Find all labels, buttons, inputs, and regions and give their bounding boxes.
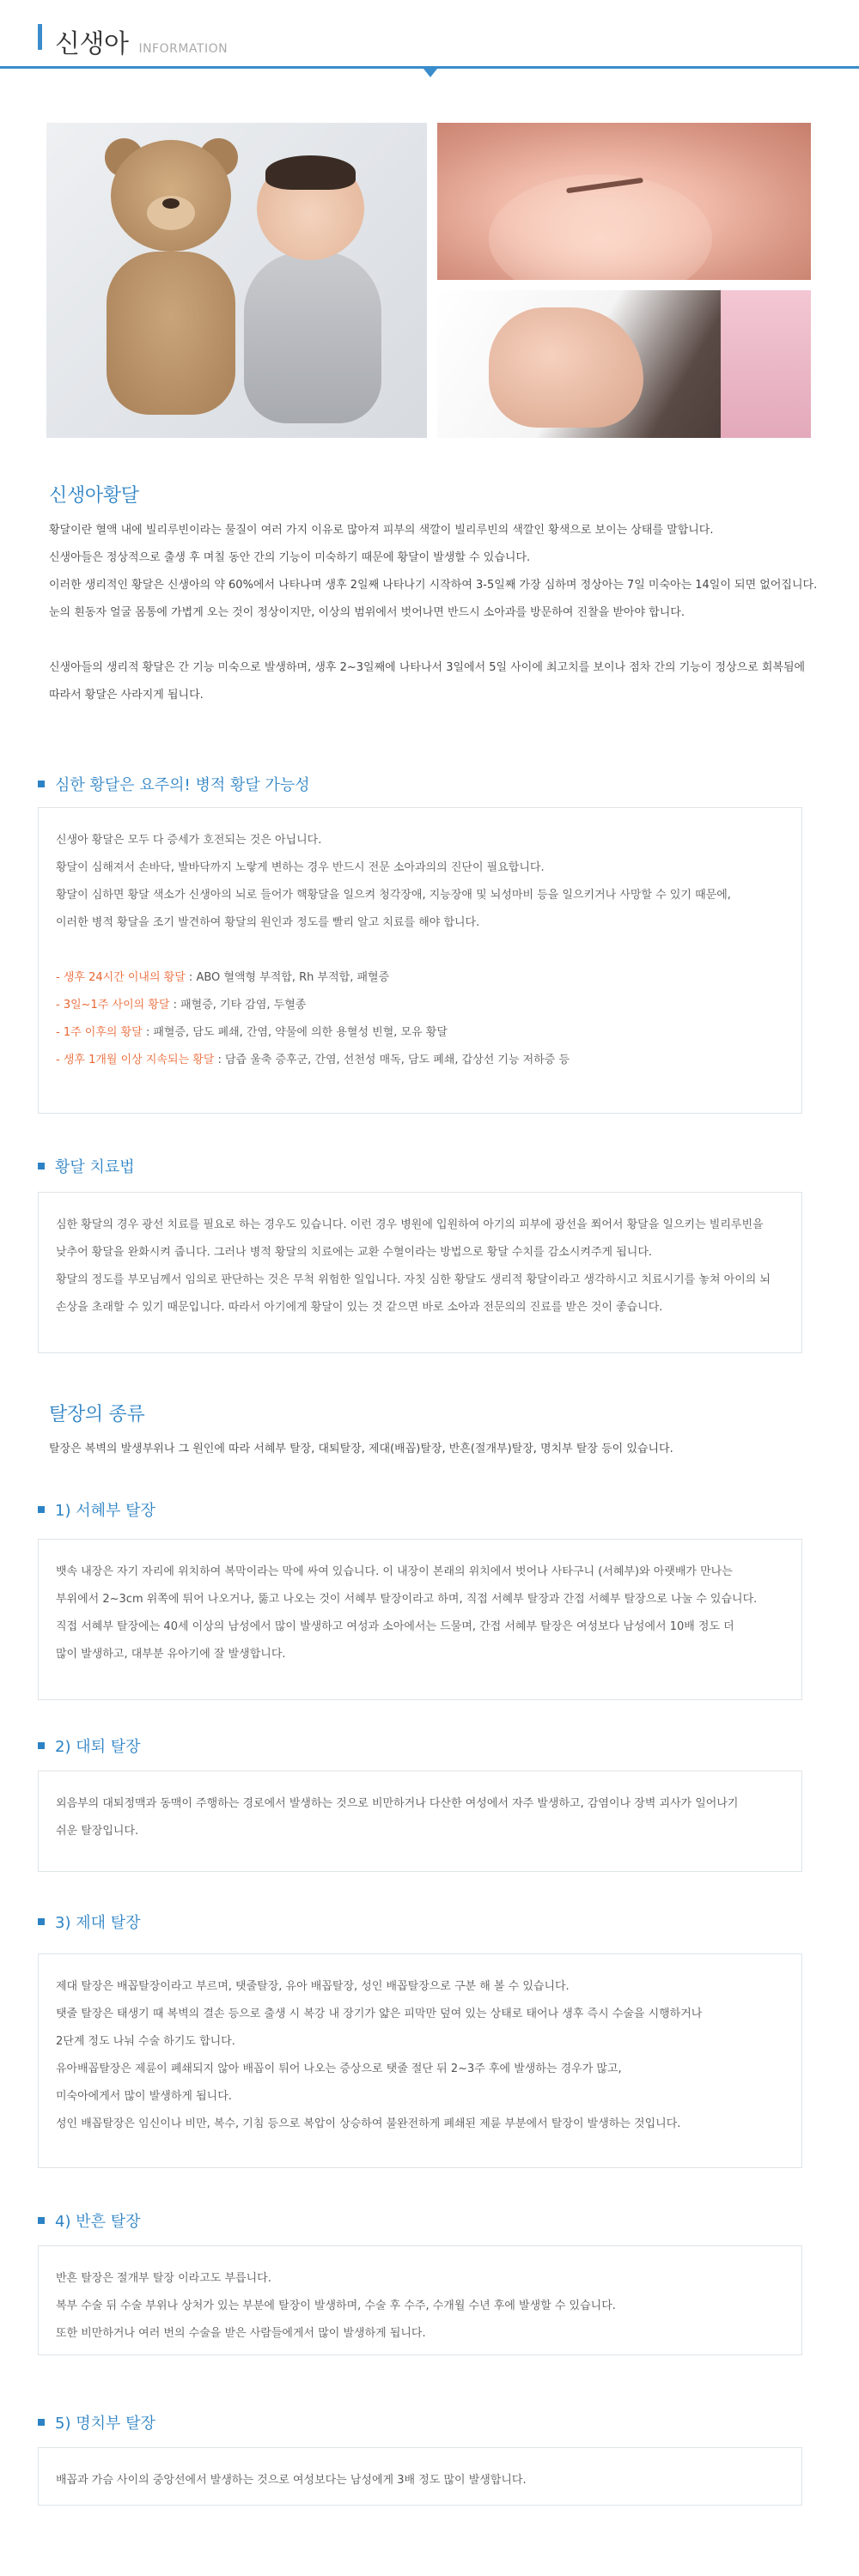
cause-label: - 생후 1개월 이상 지속되는 황달 bbox=[56, 1054, 215, 1066]
pink-cloth bbox=[721, 290, 811, 438]
baby-body bbox=[244, 252, 381, 423]
bear-body bbox=[107, 252, 235, 415]
text-line: 많이 발생하고, 대부분 유아기에 잘 발생합니다. bbox=[56, 1648, 286, 1661]
text-line: 또한 비만하거나 여러 번의 수술을 받은 사람들에게서 많이 발생하게 됩니다. bbox=[56, 2327, 426, 2340]
text-line: 황달의 정도를 부모님께서 임의로 판단하는 것은 무척 위험한 일입니다. 자칫 심한 황달도 생리적 황달이라고 생각하시고 치료시기를 놓쳐 아이의 뇌 bbox=[56, 1273, 771, 1286]
text-line: 손상을 초래할 수 있기 때문입니다. 따라서 아기에게 황달이 있는 것 같으면 바로 소아과 전문의의 진료를 받은 것이 좋습니다. bbox=[56, 1301, 663, 1314]
text-line: 신생아 황달은 모두 다 증세가 호전되는 것은 아닙니다. bbox=[56, 834, 322, 847]
cause-label: - 3일~1주 사이의 황달 bbox=[56, 999, 170, 1012]
section-title-treatment bbox=[38, 1155, 135, 1177]
severe-jaundice-box bbox=[38, 807, 802, 1114]
text-line: 외음부의 대퇴정맥과 동맥이 주행하는 경로에서 발생하는 것으로 비만하거나 다산한 여성에서 자주 발생하고, 감염이나 장벽 괴사가 일어나기 bbox=[56, 1797, 739, 1810]
baby-hair bbox=[265, 155, 356, 190]
text-line: 반흔 탈장은 절개부 탈장 이라고도 부릅니다. bbox=[56, 2272, 271, 2285]
cause-label: - 생후 24시간 이내의 황달 bbox=[56, 971, 186, 984]
baby-with-teddy-bear-photo bbox=[46, 123, 427, 438]
text-line: 직접 서혜부 탈장에는 40세 이상의 남성에서 많이 발생하고 여성과 소아에서는 드물며, 간접 서혜부 탈장은 여성보다 남성에서 10배 정도 더 bbox=[56, 1620, 734, 1633]
text-line: 유아배꼽탈장은 제륜이 폐쇄되지 않아 배꼽이 튀어 나오는 증상으로 탯줄 절단 뒤 2~3주 후에 발생하는 경우가 많고, bbox=[56, 2063, 622, 2075]
section-title-umbilical-hernia bbox=[38, 1911, 140, 1933]
bullet-square-icon bbox=[38, 1918, 45, 1925]
baby-cheek bbox=[489, 174, 712, 280]
bullet-square-icon bbox=[38, 781, 45, 787]
jaundice-paragraph-2 bbox=[49, 654, 822, 709]
text-line: 배꼽과 가슴 사이의 중앙선에서 발생하는 것으로 여성보다는 남성에게 3배 정도 많이 발생합니다. bbox=[56, 2474, 527, 2487]
bullet-square-icon bbox=[38, 1163, 45, 1170]
text-line: 황달이 심해져서 손바닥, 발바닥까지 노랗게 변하는 경우 반드시 전문 소아과의의 진단이 필요합니다. bbox=[56, 861, 545, 874]
heading-text: 3) 제대 탈장 bbox=[55, 1914, 141, 1932]
heading-text: 심한 황달은 요주의! 병적 황달 가능성 bbox=[55, 776, 310, 794]
text-line: 신생아들은 정상적으로 출생 후 며칠 동안 간의 기능이 미숙하기 때문에 황달이 발생할 수 있습니다. bbox=[49, 551, 531, 564]
text-line: 눈의 흰동자 얼굴 몸통에 가볍게 오는 것이 정상이지만, 이상의 범위에서 벗어나면 반드시 소아과를 방문하여 진찰을 받아야 합니다. bbox=[49, 606, 685, 619]
header-title-group bbox=[43, 22, 228, 60]
section-title-incisional-hernia bbox=[38, 2209, 140, 2232]
heading-text: 황달 치료법 bbox=[55, 1158, 135, 1176]
photo-gallery bbox=[46, 123, 811, 438]
section-title-femoral-hernia bbox=[38, 1735, 140, 1757]
page-subtitle: INFORMATION bbox=[138, 42, 228, 56]
epigastric-hernia-box bbox=[38, 2447, 802, 2506]
spacer bbox=[56, 937, 784, 964]
text-line: 쉬운 탈장입니다. bbox=[56, 1825, 139, 1838]
text-line: 이러한 병적 황달을 조기 발견하여 황달의 원인과 정도를 빨리 알고 치료를 해야 합니다. bbox=[56, 916, 480, 929]
section-title-hernia: 탈장의 종류 bbox=[49, 1404, 145, 1425]
cause-text: : 패혈증, 기타 감염, 두혈종 bbox=[169, 999, 307, 1012]
text-line: 미숙아에게서 많이 발생하게 됩니다. bbox=[56, 2090, 232, 2103]
cause-item bbox=[56, 1019, 784, 1047]
text-line: 이러한 생리적인 황달은 신생아의 약 60%에서 나타나며 생후 2일째 나타나기 시작하여 3-5일째 가장 심하며 정상아는 7일 미숙아는 14일이 되면 없어집니다. bbox=[49, 579, 818, 592]
section-title-inguinal-hernia bbox=[38, 1498, 155, 1521]
cause-text: : ABO 혈액형 부적합, Rh 부적합, 패혈증 bbox=[185, 971, 390, 984]
baby-foot bbox=[489, 307, 643, 428]
text-line: 뱃속 내장은 자기 자리에 위치하여 복막이라는 막에 싸여 있습니다. 이 내장이 본래의 위치에서 벗어나 사타구니 (서혜부)와 아랫배가 만나는 bbox=[56, 1565, 733, 1578]
cause-item bbox=[56, 992, 784, 1019]
text-line: 탈장은 복벽의 발생부위나 그 원인에 따라 서혜부 탈장, 대퇴탈장, 제대(배꼽)탈장, 반흔(절개부)탈장, 명치부 탈장 등이 있습니다. bbox=[49, 1443, 673, 1455]
heading-text: 1) 서혜부 탈장 bbox=[55, 1502, 155, 1520]
heading-text: 2) 대퇴 탈장 bbox=[55, 1738, 141, 1756]
section-title-jaundice: 신생아황달 bbox=[49, 485, 139, 507]
text-line: 탯줄 탈장은 태생기 때 복벽의 결손 등으로 출생 시 복강 내 장기가 얇은 피막만 덮여 있는 상태로 태어나 생후 즉시 수술을 시행하거나 bbox=[56, 2008, 703, 2020]
text-line: 복부 수술 뒤 수술 부위나 상처가 있는 부분에 탈장이 발생하며, 수술 후 수주, 수개월 수년 후에 발생할 수 있습니다. bbox=[56, 2300, 616, 2312]
bullet-square-icon bbox=[38, 1742, 45, 1749]
text-line: 제대 탈장은 배꼽탈장이라고 부르며, 탯줄탈장, 유아 배꼽탈장, 성인 배꼽탈장으로 구분 해 볼 수 있습니다. bbox=[56, 1980, 570, 1993]
cause-text: : 담즙 울축 증후군, 간염, 선천성 매독, 담도 폐쇄, 갑상선 기능 저하증 등 bbox=[214, 1054, 570, 1066]
incisional-hernia-box bbox=[38, 2245, 802, 2355]
hernia-intro bbox=[49, 1436, 822, 1463]
section-title-epigastric-hernia bbox=[38, 2411, 155, 2433]
text-line: 황달이란 혈액 내에 빌리루빈이라는 물질이 여러 가지 이유로 많아져 피부의 색깔이 빌리루빈의 색깔인 황색으로 보이는 상태를 말합니다. bbox=[49, 524, 714, 537]
bullet-square-icon bbox=[38, 2217, 45, 2224]
inguinal-hernia-box bbox=[38, 1539, 802, 1700]
cause-text: : 패혈증, 담도 폐쇄, 간염, 약물에 의한 용혈성 빈혈, 모유 황달 bbox=[142, 1026, 448, 1039]
femoral-hernia-box bbox=[38, 1771, 802, 1872]
page-header bbox=[0, 0, 859, 69]
baby-foot-photo bbox=[437, 290, 811, 438]
cause-item bbox=[56, 1047, 784, 1074]
text-line: 심한 황달의 경우 광선 치료를 필요로 하는 경우도 있습니다. 이런 경우 병원에 입원하여 아기의 피부에 광선을 쬐어서 황달을 일으키는 빌리루빈을 bbox=[56, 1218, 764, 1231]
text-line: 따라서 황달은 사라지게 됩니다. bbox=[49, 689, 204, 702]
jaundice-paragraph-1 bbox=[49, 517, 822, 627]
cause-label: - 1주 이후의 황달 bbox=[56, 1026, 143, 1039]
text-line: 2단계 정도 나눠 수술 하기도 합니다. bbox=[56, 2035, 235, 2048]
text-line: 낮추어 황달을 완화시켜 줍니다. 그러나 병적 황달의 치료에는 교환 수혈이라는 방법으로 황달 수치를 감소시켜주게 됩니다. bbox=[56, 1246, 653, 1259]
text-line: 신생아들의 생리적 황달은 간 기능 미숙으로 발생하며, 생후 2~3일째에 나타나서 3일에서 5일 사이에 최고치를 보이나 점차 간의 기능이 정상으로 회복됨에 bbox=[49, 661, 806, 674]
baby-face-photo bbox=[437, 123, 811, 280]
heading-text: 5) 명치부 탈장 bbox=[55, 2415, 155, 2433]
page-title: 신생아 bbox=[55, 29, 129, 59]
umbilical-hernia-box bbox=[38, 1953, 802, 2168]
treatment-box bbox=[38, 1192, 802, 1353]
header-arrow-icon bbox=[423, 69, 437, 77]
text-line: 황달이 심하면 황달 색소가 신생아의 뇌로 들어가 핵황달을 일으켜 청각장애, 지능장애 및 뇌성마비 등을 일으키거나 사망할 수 있기 때문에, bbox=[56, 889, 731, 902]
header-accent-bar bbox=[38, 24, 42, 50]
text-line: 부위에서 2~3cm 위쪽에 튀어 나오거나, 뚫고 나오는 것이 서혜부 탈장이라고 하며, 직접 서혜부 탈장과 간접 서혜부 탈장으로 나눌 수 있습니다. bbox=[56, 1593, 758, 1606]
bullet-square-icon bbox=[38, 2419, 45, 2426]
heading-text: 4) 반흔 탈장 bbox=[55, 2213, 141, 2231]
bear-nose bbox=[162, 198, 180, 209]
section-title-severe-jaundice bbox=[38, 773, 310, 795]
bullet-square-icon bbox=[38, 1506, 45, 1513]
cause-item bbox=[56, 964, 784, 992]
text-line: 성인 배꼽탈장은 임신이나 비만, 복수, 기침 등으로 복압이 상승하여 불완전하게 폐쇄된 제륜 부분에서 탈장이 발생하는 것입니다. bbox=[56, 2117, 681, 2130]
